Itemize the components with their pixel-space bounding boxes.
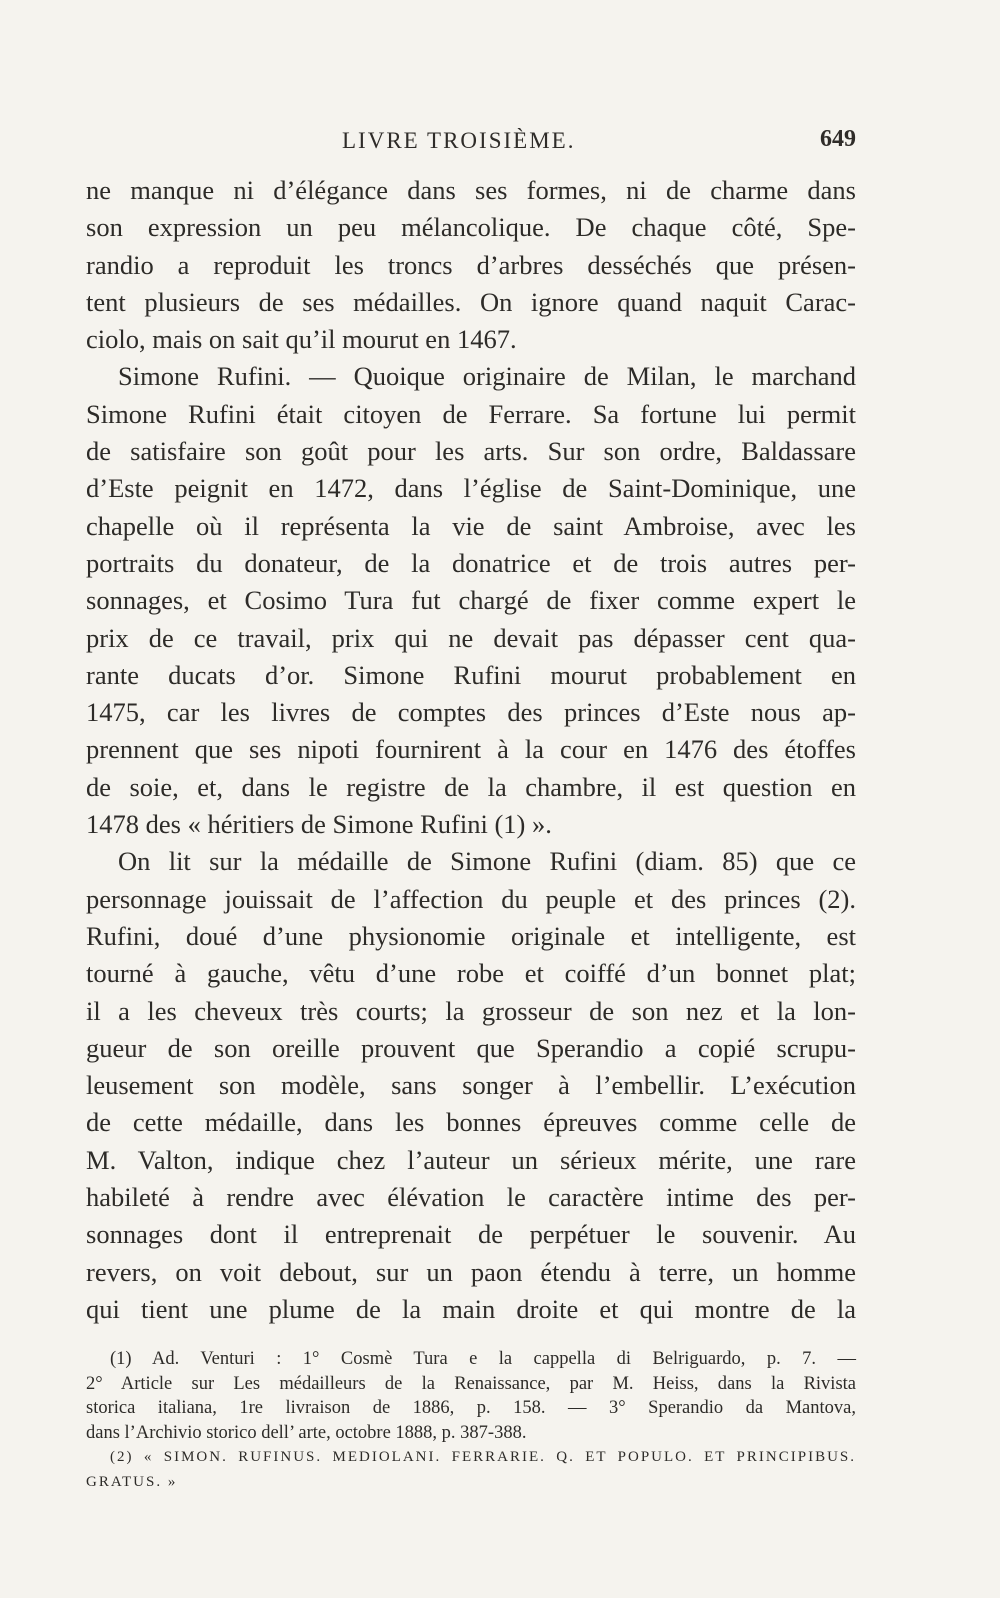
body-line: Simone Rufini. — Quoique originaire de Milan, le marchand bbox=[118, 361, 856, 392]
footnote-line: (2) « SIMON. RUFINUS. MEDIOLANI. FERRARIE. Q. ET POPULO. ET PRINCIPIBUS. bbox=[110, 1449, 856, 1465]
footnotes bbox=[86, 1347, 856, 1494]
body-line: randio a reproduit les troncs d’arbres desséchés que présen- bbox=[86, 249, 856, 280]
body-text bbox=[86, 172, 856, 1328]
body-line: sonnages dont il entreprenait de perpétuer le souvenir. Au bbox=[86, 1219, 856, 1250]
body-line: d’Este peignit en 1472, dans l’église de Saint-Dominique, une bbox=[86, 473, 856, 504]
body-line: sonnages, et Cosimo Tura fut chargé de fixer comme expert le bbox=[86, 585, 856, 616]
body-line: 1475, car les livres de comptes des princes d’Este nous ap- bbox=[86, 697, 856, 728]
page-header bbox=[86, 124, 856, 160]
body-line: portraits du donateur, de la donatrice et de trois autres per- bbox=[86, 547, 856, 578]
body-line: revers, on voit debout, sur un paon étendu à terre, un homme bbox=[86, 1256, 856, 1287]
running-head: LIVRE TROISIÈME. bbox=[342, 128, 576, 153]
body-line: gueur de son oreille prouvent que Sperandio a copié scrupu- bbox=[86, 1032, 856, 1063]
footnote-line: 2° Article sur Les médailleurs de la Renaissance, par M. Heiss, dans la Rivista bbox=[86, 1373, 856, 1394]
body-line: de soie, et, dans le registre de la chambre, il est question en bbox=[86, 771, 856, 802]
footnote-line: dans l’Archivio storico dell’ arte, octobre 1888, p. 387-388. bbox=[86, 1422, 527, 1443]
body-line: leusement son modèle, sans songer à l’embellir. L’exécution bbox=[86, 1070, 856, 1101]
body-line: On lit sur la médaille de Simone Rufini (diam. 85) que ce bbox=[118, 846, 856, 877]
footnote-line: GRATUS. » bbox=[86, 1473, 178, 1490]
body-line: qui tient une plume de la main droite et qui montre de la bbox=[86, 1293, 856, 1324]
body-line: il a les cheveux très courts; la grosseur de son nez et la lon- bbox=[86, 995, 856, 1026]
body-line: M. Valton, indique chez l’auteur un sérieux mérite, une rare bbox=[86, 1144, 856, 1175]
body-line: rante ducats d’or. Simone Rufini mourut probablement en bbox=[86, 659, 856, 690]
body-line: de cette médaille, dans les bonnes épreuves comme celle de bbox=[86, 1107, 856, 1138]
body-line: prennent que ses nipoti fournirent à la cour en 1476 des étoffes bbox=[86, 734, 856, 765]
body-line: ne manque ni d’élégance dans ses formes, ni de charme dans bbox=[86, 175, 856, 205]
body-line: Simone Rufini était citoyen de Ferrare. Sa fortune lui permit bbox=[86, 398, 856, 429]
body-line: chapelle où il représenta la vie de saint Ambroise, avec les bbox=[86, 510, 856, 541]
body-line: Rufini, doué d’une physionomie originale et intelligente, est bbox=[86, 920, 856, 951]
body-line: tourné à gauche, vêtu d’une robe et coiffé d’un bonnet plat; bbox=[86, 958, 856, 989]
body-line: personnage jouissait de l’affection du peuple et des princes (2). bbox=[86, 883, 856, 914]
page-number: 649 bbox=[820, 126, 856, 152]
body-line: tent plusieurs de ses médailles. On ignore quand naquit Carac- bbox=[86, 286, 856, 317]
body-line: habileté à rendre avec élévation le caractère intime des per- bbox=[86, 1182, 856, 1213]
body-line: 1478 des « héritiers de Simone Rufini (1) ». bbox=[86, 809, 552, 840]
body-line: prix de ce travail, prix qui ne devait pas dépasser cent qua- bbox=[86, 622, 856, 653]
body-line: ciolo, mais on sait qu’il mourut en 1467. bbox=[86, 324, 517, 355]
footnote-line: (1) Ad. Venturi : 1° Cosmè Tura e la cappella di Belriguardo, p. 7. — bbox=[110, 1349, 856, 1369]
body-line: de satisfaire son goût pour les arts. Sur son ordre, Baldassare bbox=[86, 436, 856, 467]
footnote-line: storica italiana, 1re livraison de 1886, p. 158. — 3° Sperandio da Mantova, bbox=[86, 1398, 856, 1418]
body-line: son expression un peu mélancolique. De chaque côté, Spe- bbox=[86, 212, 856, 243]
